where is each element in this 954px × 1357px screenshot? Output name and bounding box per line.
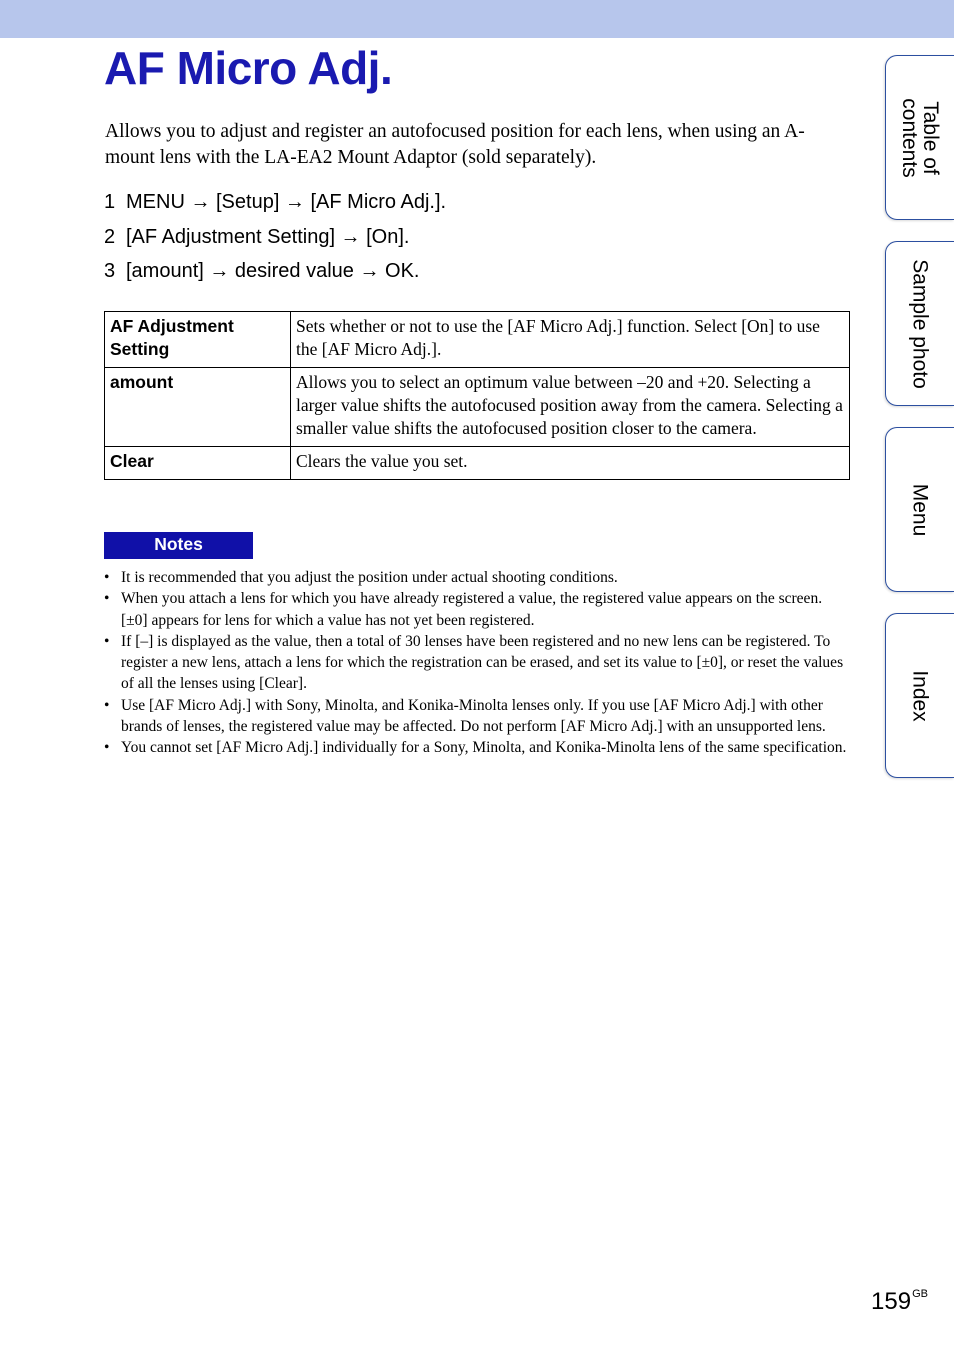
setting-term: AF Adjustment Setting (105, 312, 291, 368)
side-tab-label: Index (908, 669, 932, 722)
side-tab-label-line2: contents (898, 97, 921, 178)
step-text: [amount] → desired value → OK. (126, 260, 420, 282)
header-band (0, 0, 954, 38)
step-item (104, 256, 844, 291)
side-tab-label: Sample photo (908, 258, 932, 389)
bullet: • (104, 632, 110, 650)
list-item (104, 737, 850, 758)
step-text: MENU → [Setup] → [AF Micro Adj.]. (126, 191, 447, 213)
page-number-value: 159 (871, 1288, 912, 1315)
side-tab-index[interactable] (885, 613, 954, 778)
side-tab-menu[interactable] (885, 427, 954, 592)
step-number: 3 (104, 260, 116, 282)
note-text: When you attach a lens for which you have already registered a value, the registered value appears on the screen. [±0] appears for lens for which a value has not yet been registered. (121, 590, 823, 629)
table-row (105, 312, 850, 368)
setting-description: Sets whether or not to use the [AF Micro Adj.] function. Select [On] to use the [AF Micro Adj.]. (291, 312, 850, 368)
table-row (105, 447, 850, 480)
step-item (104, 222, 844, 257)
note-text: You cannot set [AF Micro Adj.] individually for a Sony, Minolta, and Konika-Minolta lens of the same specification. (121, 739, 847, 757)
page-number-suffix: GB (912, 1288, 928, 1300)
side-tab-label (899, 98, 941, 177)
list-item (104, 695, 850, 738)
list-item (104, 631, 850, 695)
notes-list (104, 567, 850, 759)
setting-description: Allows you to select an optimum value between –20 and +20. Selecting a larger value shifts the autofocused position away from the camera. Selecting a smaller value shifts the autofocused position closer to the camera. (291, 368, 850, 447)
intro-paragraph: Allows you to adjust and register an autofocused position for each lens, when using an A-mount lens with the LA-EA2 Mount Adaptor (sold separately). (105, 121, 805, 168)
step-number: 1 (104, 191, 116, 213)
bullet: • (104, 739, 110, 757)
list-item (104, 567, 850, 588)
settings-table (104, 311, 850, 480)
bullet: • (104, 569, 110, 586)
bullet: • (104, 590, 110, 608)
side-tab-table-of-contents[interactable] (885, 55, 954, 220)
setting-term: Clear (105, 447, 291, 480)
step-item (104, 187, 844, 222)
side-tab-label: Menu (908, 483, 932, 536)
table-row (105, 368, 850, 447)
side-tab-sample-photo[interactable] (885, 241, 954, 406)
setting-description: Clears the value you set. (291, 447, 850, 480)
notes-heading: Notes (104, 532, 253, 559)
bullet: • (104, 696, 110, 714)
note-text: It is recommended that you adjust the position under actual shooting conditions. (121, 569, 618, 586)
step-text: [AF Adjustment Setting] → [On]. (126, 225, 410, 248)
page-title: AF Micro Adj. (104, 42, 393, 94)
note-text: Use [AF Micro Adj.] with Sony, Minolta, and Konika-Minolta lenses only. If you use [AF Micro Adj.] with other brands of lenses, the registered value may be affected. Do not perform [AF Micro Adj.] with an unsupported lens. (121, 696, 826, 736)
step-list (104, 187, 844, 291)
note-text: If [–] is displayed as the value, then a total of 30 lenses have been registered and no new lens can be registered. To register a new lens, attach a lens for which the registration can be erased, and set its value to [±0], or reset the values of all the lenses using [Clear]. (121, 632, 844, 693)
setting-term: amount (105, 368, 291, 447)
step-number: 2 (104, 225, 116, 248)
side-tab-label-line1: Table of (919, 100, 942, 175)
page-number (871, 1280, 928, 1316)
list-item (104, 588, 850, 631)
